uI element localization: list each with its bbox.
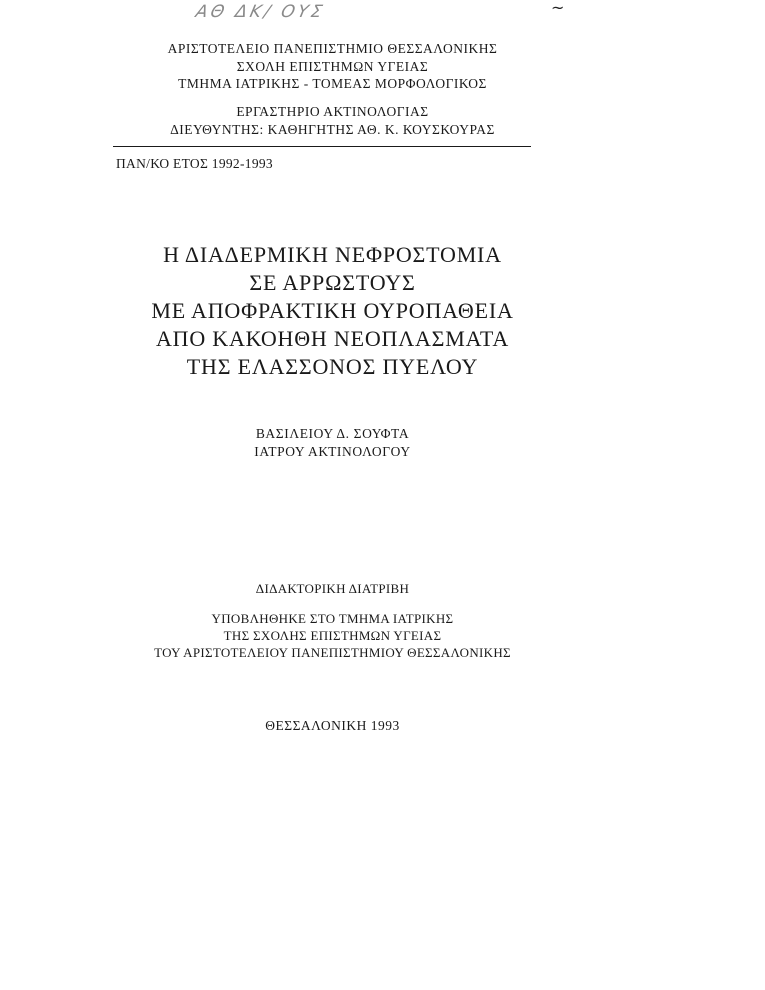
thesis-submission (60, 580, 605, 661)
title-line: Η ΔΙΑΔΕΡΜΙΚΗ ΝΕΦΡΟΣΤΟΜΙΑ (163, 242, 502, 267)
title-line: ΤΗΣ ΕΛΑΣΣΟΝΟΣ ΠΥΕΛΟΥ (186, 354, 479, 379)
laboratory-director: ΔΙΕΥΘΥΝΤΗΣ: ΚΑΘΗΓΗΤΗΣ ΑΘ. Κ. ΚΟΥΣΚΟΥΡΑΣ (170, 121, 495, 137)
title-line: ΑΠΟ ΚΑΚΟΗΘΗ ΝΕΟΠΛΑΣΜΑΤΑ (155, 326, 510, 351)
author-role: ΙΑΤΡΟΥ ΑΚΤΙΝΟΛΟΓΟΥ (254, 444, 411, 459)
thesis-title (60, 241, 605, 381)
thesis-type-label: ΔΙΔΑΚΤΟΡΙΚΗ ΔΙΑΤΡΙΒΗ (255, 581, 410, 596)
title-line: ΣΕ ΑΡΡΩΣΤΟΥΣ (249, 270, 416, 295)
place-and-year: ΘΕΣΣΑΛΟΝΙΚΗ 1993 (265, 718, 400, 733)
submission-line: ΥΠΟΒΛΗΘΗΚΕ ΣΤΟ ΤΜΗΜΑ ΙΑΤΡΙΚΗΣ (211, 611, 454, 626)
header-divider (113, 146, 531, 147)
submission-line: ΤΟΥ ΑΡΙΣΤΟΤΕΛΕΙΟΥ ΠΑΝΕΠΙΣΤΗΜΙΟΥ ΘΕΣΣΑΛΟΝΙΚΗΣ (154, 645, 511, 660)
handwritten-annotation: ΑΘ ΔΚ/ ΟΥΣ (193, 2, 327, 22)
title-line: ΜΕ ΑΠΟΦΡΑΚΤΙΚΗ ΟΥΡΟΠΑΘΕΙΑ (151, 298, 514, 323)
school-name: ΣΧΟΛΗ ΕΠΙΣΤΗΜΩΝ ΥΓΕΙΑΣ (236, 58, 429, 74)
institution-header (60, 40, 605, 93)
university-name: ΑΡΙΣΤΟΤΕΛΕΙΟ ΠΑΝΕΠΙΣΤΗΜΙΟ ΘΕΣΣΑΛΟΝΙΚΗΣ (167, 41, 498, 56)
author-name: ΒΑΣΙΛΕΙΟΥ Δ. ΣΟΥΦΤΑ (255, 426, 410, 441)
corner-mark: ~ (551, 0, 565, 17)
department-name: ΤΜΗΜΑ ΙΑΤΡΙΚΗΣ - ΤΟΜΕΑΣ ΜΟΡΦΟΛΟΓΙΚΟΣ (178, 76, 487, 91)
laboratory-header (60, 103, 605, 138)
author-block (60, 425, 605, 461)
academic-year: ΠΑΝ/ΚΟ ΕΤΟΣ 1992-1993 (116, 156, 273, 171)
submission-line: ΤΗΣ ΣΧΟΛΗΣ ΕΠΙΣΤΗΜΩΝ ΥΓΕΙΑΣ (223, 628, 442, 643)
laboratory-name: ΕΡΓΑΣΤΗΡΙΟ ΑΚΤΙΝΟΛΟΓΙΑΣ (236, 104, 429, 119)
